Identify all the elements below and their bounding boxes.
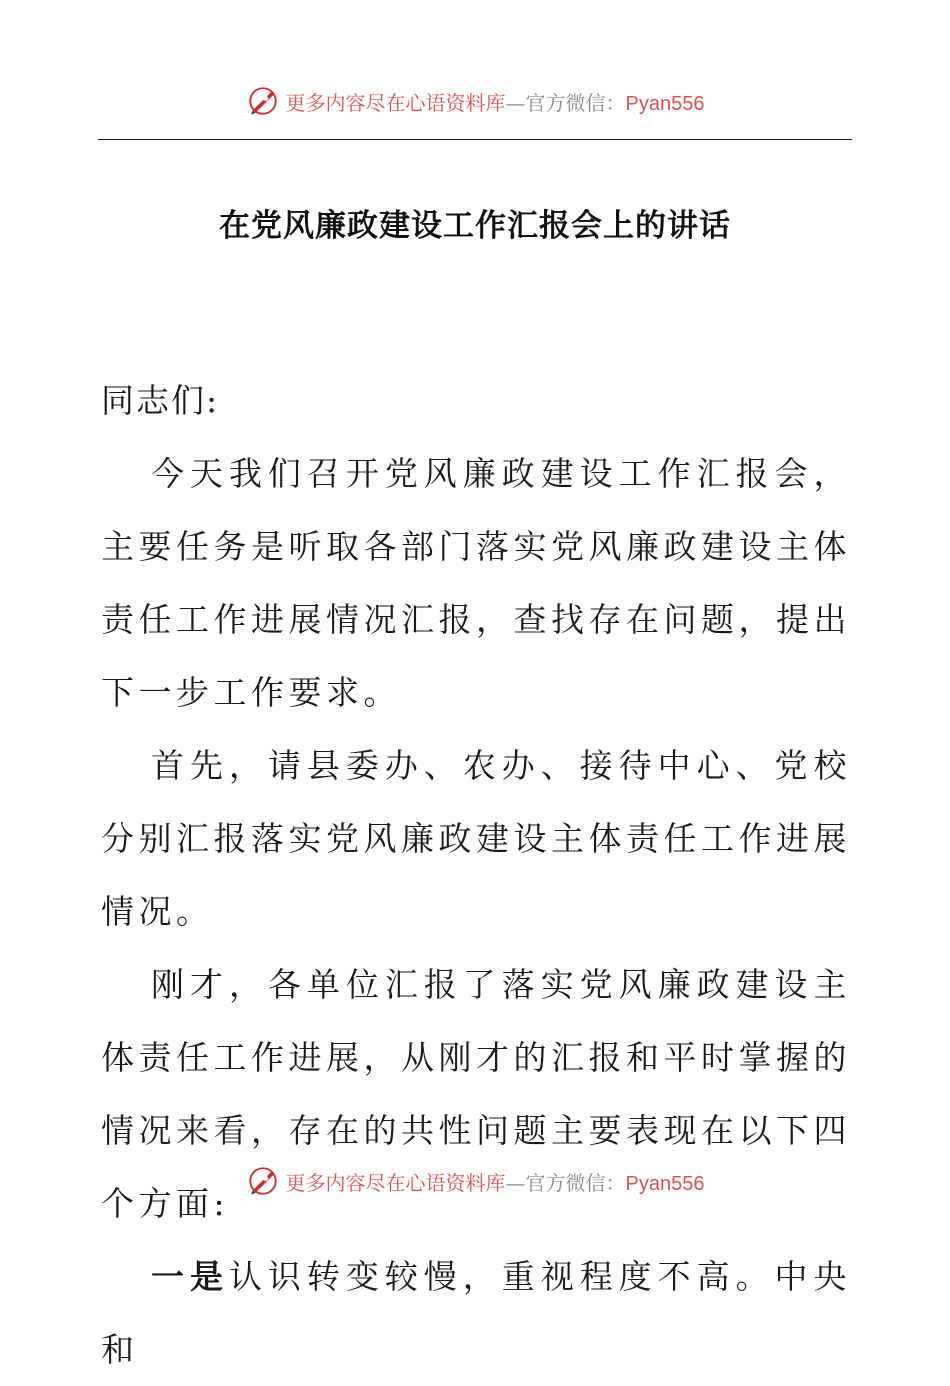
watermark-text	[286, 1167, 705, 1196]
watermark-main-text: 更多内容尽在心语资料库	[285, 90, 506, 115]
pen-logo-icon	[246, 1164, 280, 1198]
watermark-wechat-label: 官方微信：	[525, 90, 626, 115]
footer-watermark	[0, 1164, 950, 1198]
watermark-wechat-id: Pyan556	[625, 1172, 705, 1195]
watermark-wechat-id: Pyan556	[625, 92, 705, 115]
paragraph-4	[101, 1240, 851, 1386]
document-body	[101, 364, 851, 1386]
header-divider	[98, 139, 852, 140]
watermark-separator: —	[505, 1170, 526, 1195]
paragraph-2: 首先，请县委办、农办、接待中心、党校分别汇报落实党风廉政建设主体责任工作进展情况。	[101, 746, 851, 931]
watermark-separator: —	[505, 90, 526, 115]
point-one-lead: 一是	[151, 1257, 229, 1296]
watermark-wechat-label: 官方微信：	[525, 1170, 626, 1195]
paragraph-1: 今天我们召开党风廉政建设工作汇报会，主要任务是听取各部门落实党风廉政建设主体责任工作进展情况汇报，查找存在问题，提出下一步工作要求。	[101, 454, 851, 712]
watermark-text	[286, 87, 705, 116]
watermark-main-text: 更多内容尽在心语资料库	[285, 1170, 506, 1195]
salutation: 同志们:	[101, 381, 220, 420]
paragraph-3: 刚才，各单位汇报了落实党风廉政建设主体责任工作进展，从刚才的汇报和平时掌握的情况来看，存在的共性问题主要表现在以下四个方面:	[101, 965, 851, 1223]
document-title: 在党风廉政建设工作汇报会上的讲话	[219, 208, 731, 244]
point-one-text: 认识转变较慢，重视程度不高。中央和	[101, 1257, 852, 1369]
header-watermark	[0, 84, 950, 118]
pen-logo-icon	[246, 84, 280, 118]
